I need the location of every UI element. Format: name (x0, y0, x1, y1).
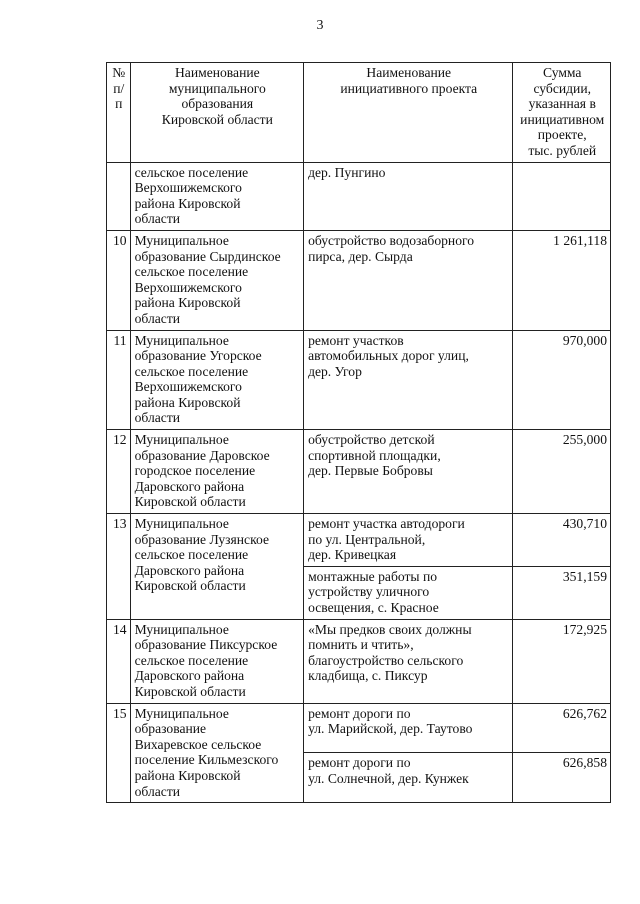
subsidy-amount: 970,000 (513, 330, 611, 430)
row-number: 13 (107, 514, 131, 620)
municipality-name: сельское поселение Верхошижемского района Кировской области (130, 162, 303, 230)
row-number (107, 162, 131, 230)
subsidy-table (106, 62, 611, 803)
project-name: обустройство водозаборного пирса, дер. Сырда (304, 230, 513, 330)
subsidy-amount: 626,858 (513, 753, 611, 803)
table-row (107, 230, 611, 330)
project-name: дер. Пунгино (304, 162, 513, 230)
header-municipality: Наименование муниципального образования Кировской области (130, 63, 303, 163)
header-project: Наименование инициативного проекта (304, 63, 513, 163)
project-name: «Мы предков своих должны помнить и чтить», благоустройство сельского кладбища, с. Пиксур (304, 619, 513, 703)
table-row (107, 703, 611, 753)
row-number: 10 (107, 230, 131, 330)
table-header-row (107, 63, 611, 163)
row-number: 11 (107, 330, 131, 430)
row-number: 15 (107, 703, 131, 803)
subsidy-amount (513, 162, 611, 230)
table-row (107, 330, 611, 430)
table-row (107, 430, 611, 514)
subsidy-amount: 1 261,118 (513, 230, 611, 330)
table-row (107, 619, 611, 703)
municipality-name: Муниципальное образование Угорское сельское поселение Верхошижемского района Кировской области (130, 330, 303, 430)
subsidy-amount: 430,710 (513, 514, 611, 567)
project-name: ремонт участков автомобильных дорог улиц, дер. Угор (304, 330, 513, 430)
municipality-name: Муниципальное образование Вихаревское сельское поселение Кильмезского района Кировской области (130, 703, 303, 803)
table-row (107, 162, 611, 230)
header-number: № п/п (107, 63, 131, 163)
project-name: монтажные работы по устройству уличного освещения, с. Красное (304, 566, 513, 619)
table-row (107, 514, 611, 567)
row-number: 14 (107, 619, 131, 703)
municipality-name: Муниципальное образование Сырдинское сельское поселение Верхошижемского района Кировской области (130, 230, 303, 330)
project-name: ремонт участка автодороги по ул. Центральной, дер. Кривецкая (304, 514, 513, 567)
subsidy-amount: 351,159 (513, 566, 611, 619)
subsidy-amount: 626,762 (513, 703, 611, 753)
municipality-name: Муниципальное образование Даровское городское поселение Даровского района Кировской области (130, 430, 303, 514)
project-name: ремонт дороги по ул. Солнечной, дер. Кунжек (304, 753, 513, 803)
header-subsidy: Сумма субсидии, указанная в инициативном проекте, тыс. рублей (513, 63, 611, 163)
project-name: ремонт дороги по ул. Марийской, дер. Таутово (304, 703, 513, 753)
municipality-name: Муниципальное образование Пиксурское сельское поселение Даровского района Кировской области (130, 619, 303, 703)
page-number: 3 (316, 18, 324, 33)
municipality-name: Муниципальное образование Лузянское сельское поселение Даровского района Кировской области (130, 514, 303, 620)
subsidy-amount: 172,925 (513, 619, 611, 703)
row-number: 12 (107, 430, 131, 514)
project-name: обустройство детской спортивной площадки, дер. Первые Бобровы (304, 430, 513, 514)
subsidy-amount: 255,000 (513, 430, 611, 514)
